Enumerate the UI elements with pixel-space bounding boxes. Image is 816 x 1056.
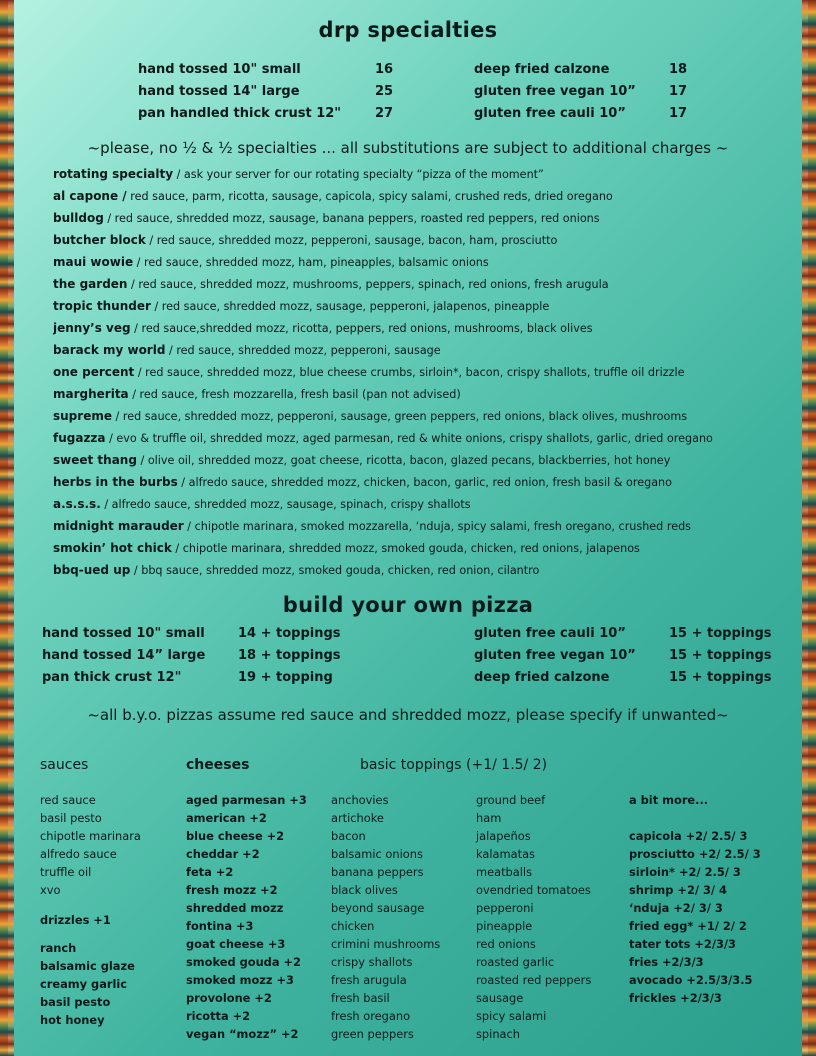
specialty-name: herbs in the burbs <box>53 475 178 489</box>
specialty-name: jenny’s veg <box>53 321 131 335</box>
drizzle-item: ranch <box>40 941 77 955</box>
specialty-name: midnight marauder <box>53 519 184 533</box>
topping-item: roasted garlic <box>476 955 555 969</box>
specialty-desc: / chipotle marinara, shredded mozz, smoked gouda, chicken, red onions, jalapenos <box>171 542 640 555</box>
specialty-desc: / red sauce, shredded mozz, ham, pineapples, balsamic onions <box>133 256 489 269</box>
specialty-item <box>53 251 793 273</box>
topping-item: artichoke <box>331 811 384 825</box>
specialty-desc: / alfredo sauce, shredded mozz, sausage, spinach, crispy shallots <box>100 498 471 511</box>
sauces-heading: sauces <box>40 757 89 773</box>
price-label: gluten free cauli 10” <box>474 106 626 121</box>
basic-toppings-heading: basic toppings (+1/ 1.5/ 2) <box>360 757 548 773</box>
specialty-desc: / olive oil, shredded mozz, goat cheese, ricotta, bacon, glazed pecans, blackberries, hot honey <box>136 454 671 467</box>
specialty-name: margherita <box>53 387 129 401</box>
price-value: 18 <box>669 62 688 77</box>
topping-item: crimini mushrooms <box>331 937 441 951</box>
specialty-item <box>53 493 793 515</box>
price-label: hand tossed 14” large <box>42 648 206 663</box>
specialty-item <box>53 317 793 339</box>
specialty-item <box>53 185 793 207</box>
specialty-item <box>53 273 793 295</box>
specialty-item <box>53 207 793 229</box>
right-decorative-border <box>802 0 816 1056</box>
cheese-item: fontina +3 <box>186 919 254 933</box>
specialty-desc: / red sauce,shredded mozz, ricotta, peppers, red onions, mushrooms, black olives <box>130 322 593 335</box>
premium-item: avocado +2.5/3/3.5 <box>629 973 753 987</box>
specialty-desc: / red sauce, shredded mozz, mushrooms, peppers, spinach, red onions, fresh arugula <box>127 278 609 291</box>
price-label: gluten free vegan 10” <box>474 648 636 663</box>
price-value: 25 <box>375 84 394 99</box>
topping-item: balsamic onions <box>331 847 423 861</box>
sauce-item: basil pesto <box>40 811 102 825</box>
specialty-name: al capone / <box>53 189 127 203</box>
cheese-item: shredded mozz <box>186 901 284 915</box>
topping-item: ground beef <box>476 793 546 807</box>
price-label: gluten free vegan 10” <box>474 84 636 99</box>
topping-item: beyond sausage <box>331 901 425 915</box>
topping-item: spinach <box>476 1027 521 1041</box>
specialty-name: sweet thang <box>53 453 137 467</box>
specialty-name: smokin’ hot chick <box>53 541 172 555</box>
cheese-item: smoked mozz +3 <box>186 973 294 987</box>
cheese-item: blue cheese +2 <box>186 829 285 843</box>
premium-item: fries +2/3/3 <box>629 955 704 969</box>
topping-item: ham <box>476 811 502 825</box>
specialty-name: tropic thunder <box>53 299 151 313</box>
sauce-item: alfredo sauce <box>40 847 117 861</box>
specialty-desc: / red sauce, shredded mozz, sausage, banana peppers, roasted red peppers, red onions <box>103 212 600 225</box>
cheese-item: aged parmesan +3 <box>186 793 307 807</box>
price-value: 15 + toppings <box>669 648 772 663</box>
specialty-name: a.s.s.s. <box>53 497 101 511</box>
price-label: hand tossed 10" small <box>138 62 301 77</box>
premium-heading: a bit more... <box>629 793 709 807</box>
specialties-list <box>53 163 793 581</box>
specialty-desc: / ask your server for our rotating specialty “pizza of the moment” <box>173 168 544 181</box>
premium-item: sirloin* +2/ 2.5/ 3 <box>629 865 741 879</box>
specialty-desc: red sauce, parm, ricotta, sausage, capicola, spicy salami, crushed reds, dried oregano <box>126 190 613 203</box>
specialty-name: butcher block <box>53 233 146 247</box>
price-value: 27 <box>375 106 394 121</box>
price-label: gluten free cauli 10” <box>474 626 626 641</box>
specialty-desc: / alfredo sauce, shredded mozz, chicken, bacon, garlic, red onion, fresh basil & oregano <box>177 476 672 489</box>
cheese-item: goat cheese +3 <box>186 937 286 951</box>
price-label: pan thick crust 12" <box>42 670 182 685</box>
price-label: hand tossed 14" large <box>138 84 300 99</box>
specialty-name: supreme <box>53 409 112 423</box>
price-label: hand tossed 10" small <box>42 626 205 641</box>
specialty-item <box>53 427 793 449</box>
topping-item: bacon <box>331 829 366 843</box>
specialties-note: ~please, no ½ & ½ specialties ... all substitutions are subject to additional charges ~ <box>87 139 729 157</box>
drizzle-item: balsamic glaze <box>40 959 135 973</box>
cheese-item: provolone +2 <box>186 991 272 1005</box>
specialty-item <box>53 405 793 427</box>
specialty-item <box>53 295 793 317</box>
premium-item: fried egg* +1/ 2/ 2 <box>629 919 747 933</box>
sauce-item: xvo <box>40 883 61 897</box>
left-decorative-border <box>0 0 14 1056</box>
price-value: 19 + topping <box>238 670 333 685</box>
sauce-item: truffle oil <box>40 865 92 879</box>
specialty-item <box>53 559 793 581</box>
topping-item: sausage <box>476 991 524 1005</box>
topping-item: fresh basil <box>331 991 390 1005</box>
basic-toppings-column-b <box>476 757 591 1043</box>
drizzle-item: creamy garlic <box>40 977 128 991</box>
specialty-desc: / bbq sauce, shredded mozz, smoked gouda, chicken, red onion, cilantro <box>130 564 540 577</box>
topping-item: spicy salami <box>476 1009 547 1023</box>
specialty-name: one percent <box>53 365 135 379</box>
topping-item: fresh arugula <box>331 973 407 987</box>
cheese-item: smoked gouda +2 <box>186 955 301 969</box>
specialty-desc: / red sauce, shredded mozz, pepperoni, sausage, green peppers, red onions, black olives, mushrooms <box>111 410 688 423</box>
column-spacer <box>476 757 591 777</box>
price-value: 14 + toppings <box>238 626 341 641</box>
sauce-item: red sauce <box>40 793 96 807</box>
specialty-name: fugazza <box>53 431 106 445</box>
cheese-item: cheddar +2 <box>186 847 260 861</box>
price-value: 16 <box>375 62 394 77</box>
cheese-item: ricotta +2 <box>186 1009 251 1023</box>
topping-item: black olives <box>331 883 398 897</box>
price-label: pan handled thick crust 12" <box>138 106 342 121</box>
premium-toppings-column <box>629 757 761 1007</box>
byo-title: build your own pizza <box>282 593 534 617</box>
topping-item: pineapple <box>476 919 533 933</box>
premium-item: shrimp +2/ 3/ 4 <box>629 883 727 897</box>
specialty-name: bbq-ued up <box>53 563 131 577</box>
drizzle-item: hot honey <box>40 1013 105 1027</box>
premium-item: frickles +2/3/3 <box>629 991 722 1005</box>
premium-item: ‘nduja +2/ 3/ 3 <box>629 901 723 915</box>
premium-item: capicola +2/ 2.5/ 3 <box>629 829 748 843</box>
specialty-desc: / chipotle marinara, smoked mozzarella, ‘nduja, spicy salami, fresh oregano, crushed reds <box>183 520 692 533</box>
price-value: 17 <box>669 84 688 99</box>
topping-item: kalamatas <box>476 847 535 861</box>
specialty-item <box>53 537 793 559</box>
drizzles-heading: drizzles +1 <box>40 913 111 927</box>
specialty-desc: / red sauce, shredded mozz, blue cheese crumbs, sirloin*, bacon, crispy shallots, truffle oil drizzle <box>134 366 685 379</box>
specialties-title: drp specialties <box>318 18 498 42</box>
specialty-item <box>53 383 793 405</box>
specialty-name: the garden <box>53 277 128 291</box>
specialty-desc: / red sauce, shredded mozz, pepperoni, sausage, bacon, ham, prosciutto <box>145 234 558 247</box>
premium-item: prosciutto +2/ 2.5/ 3 <box>629 847 761 861</box>
specialty-desc: / red sauce, fresh mozzarella, fresh basil (pan not advised) <box>128 388 461 401</box>
topping-item: chicken <box>331 919 375 933</box>
specialty-item <box>53 471 793 493</box>
specialty-item <box>53 163 793 185</box>
cheeses-column <box>186 757 307 1043</box>
specialty-name: rotating specialty <box>53 167 174 181</box>
topping-item: anchovies <box>331 793 389 807</box>
specialty-item <box>53 449 793 471</box>
cheese-item: vegan “mozz” +2 <box>186 1027 299 1041</box>
price-value: 15 + toppings <box>669 626 772 641</box>
drizzle-item: basil pesto <box>40 995 111 1009</box>
topping-item: banana peppers <box>331 865 424 879</box>
sauces-column <box>40 757 141 1029</box>
topping-item: ovendried tomatoes <box>476 883 591 897</box>
topping-item: red onions <box>476 937 536 951</box>
price-label: deep fried calzone <box>474 670 610 685</box>
topping-item: jalapeños <box>476 829 531 843</box>
specialty-item <box>53 229 793 251</box>
premium-item: tater tots +2/3/3 <box>629 937 736 951</box>
specialty-item <box>53 361 793 383</box>
specialty-desc: / red sauce, shredded mozz, pepperoni, sausage <box>165 344 441 357</box>
topping-item: meatballs <box>476 865 533 879</box>
cheese-item: fresh mozz +2 <box>186 883 278 897</box>
specialty-desc: / red sauce, shredded mozz, sausage, pepperoni, jalapenos, pineapple <box>150 300 550 313</box>
byo-note: ~all b.y.o. pizzas assume red sauce and shredded mozz, please specify if unwanted~ <box>87 706 729 724</box>
topping-item: pepperoni <box>476 901 534 915</box>
specialty-name: maui wowie <box>53 255 134 269</box>
sauce-item: chipotle marinara <box>40 829 141 843</box>
specialty-name: bulldog <box>53 211 104 225</box>
topping-item: roasted red peppers <box>476 973 592 987</box>
cheese-item: american +2 <box>186 811 267 825</box>
topping-item: fresh oregano <box>331 1009 411 1023</box>
cheese-item: feta +2 <box>186 865 234 879</box>
specialty-item <box>53 339 793 361</box>
price-value: 17 <box>669 106 688 121</box>
topping-item: green peppers <box>331 1027 414 1041</box>
specialty-desc: / evo & truffle oil, shredded mozz, aged parmesan, red & white onions, crispy shallots, garlic, dried oregano <box>105 432 713 445</box>
cheeses-heading: cheeses <box>186 757 250 773</box>
topping-item: crispy shallots <box>331 955 413 969</box>
price-value: 18 + toppings <box>238 648 341 663</box>
price-label: deep fried calzone <box>474 62 610 77</box>
specialty-name: barack my world <box>53 343 166 357</box>
column-spacer <box>629 757 761 777</box>
specialty-item <box>53 515 793 537</box>
price-value: 15 + toppings <box>669 670 772 685</box>
